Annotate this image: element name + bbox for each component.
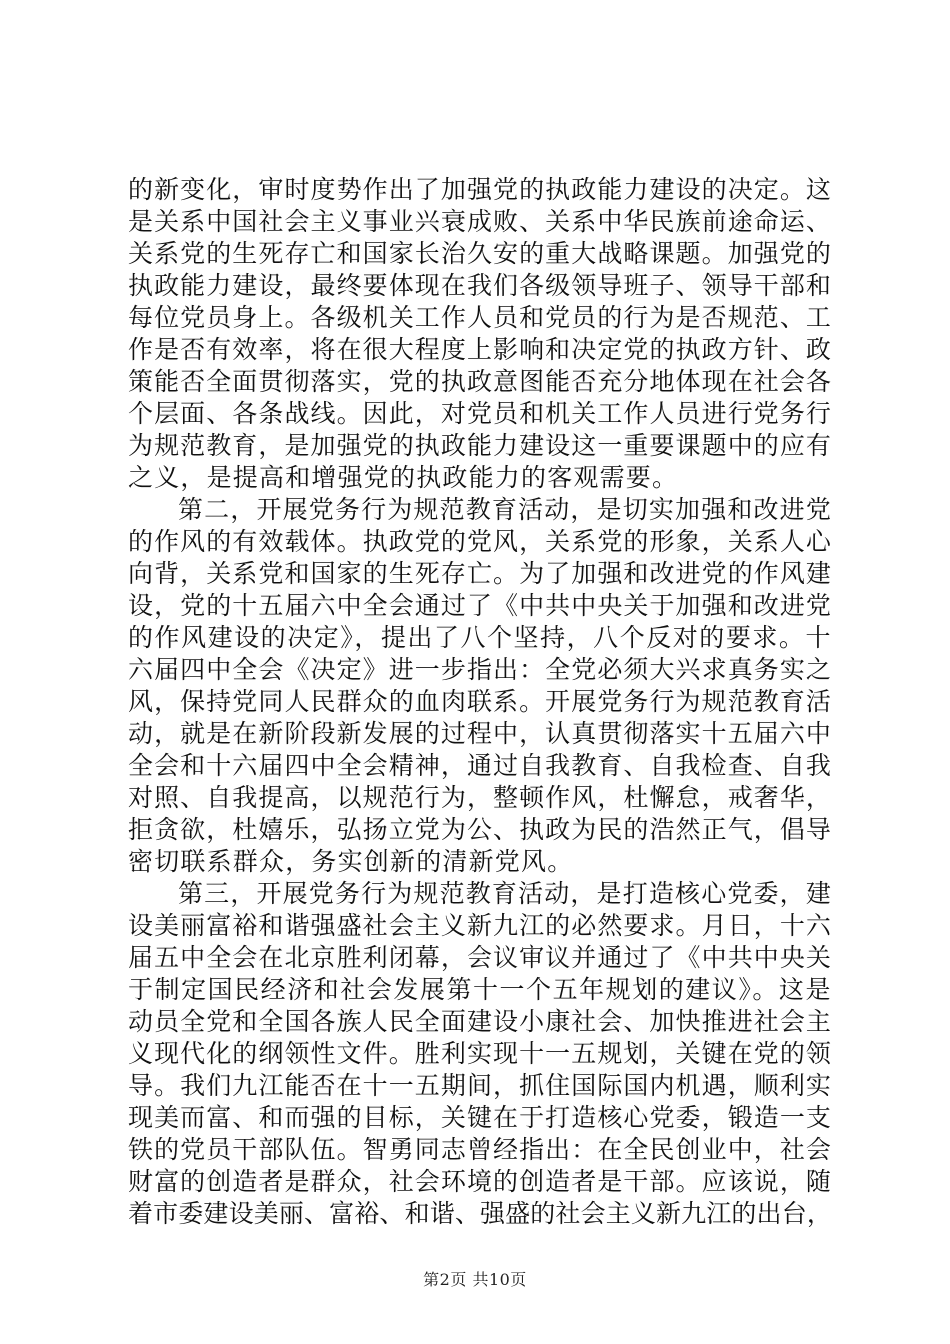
text-line: 设美丽富裕和谐强盛社会主义新九江的必然要求。月日，十六 [128,911,832,940]
text-line: 之义，是提高和增强党的执政能力的客观需要。 [128,463,679,492]
text-line: 执政能力建设，最终要体现在我们各级领导班子、领导干部和 [128,271,832,300]
text-line: 设，党的十五届六中全会通过了《中共中央关于加强和改进党 [128,591,832,620]
text-line: 第三，开展党务行为规范教育活动，是打造核心党委，建 [178,879,832,908]
text-line: 六届四中全会《决定》进一步指出：全党必须大兴求真务实之 [128,655,832,684]
text-line: 对照、自我提高，以规范行为，整顿作风，杜懈怠，戒奢华， [128,783,832,812]
text-line: 财富的创造者是群众，社会环境的创造者是干部。应该说，随 [128,1167,832,1196]
page-footer: 第2页 共10页 [423,1270,527,1289]
text-line: 导。我们九江能否在十一五期间，抓住国际国内机遇，顺利实 [128,1071,832,1100]
text-line: 的作风建设的决定》，提出了八个坚持，八个反对的要求。十 [128,623,832,652]
text-line: 作是否有效率，将在很大程度上影响和决定党的执政方针、政 [128,335,832,364]
text-line: 是关系中国社会主义事业兴衰成败、关系中华民族前途命运、 [128,207,832,236]
text-line: 向背，关系党和国家的生死存亡。为了加强和改进党的作风建 [128,559,832,588]
text-line: 的新变化，审时度势作出了加强党的执政能力建设的决定。这 [128,175,832,204]
text-line: 于制定国民经济和社会发展第十一个五年规划的建议》。这是 [128,975,832,1004]
text-line: 的作风的有效载体。执政党的党风，关系党的形象，关系人心 [128,527,832,556]
text-line: 第二，开展党务行为规范教育活动，是切实加强和改进党 [178,495,832,524]
text-line: 每位党员身上。各级机关工作人员和党员的行为是否规范、工 [128,303,832,332]
text-line: 现美而富、和而强的目标，关键在于打造核心党委，锻造一支 [128,1103,832,1132]
text-line: 个层面、各条战线。因此，对党员和机关工作人员进行党务行 [128,399,832,428]
text-line: 拒贪欲，杜嬉乐，弘扬立党为公、执政为民的浩然正气，倡导 [128,815,832,844]
text-line: 密切联系群众，务实创新的清新党风。 [128,847,574,876]
text-line: 动，就是在新阶段新发展的过程中，认真贯彻落实十五届六中 [128,719,832,748]
text-line: 动员全党和全国各族人民全面建设小康社会、加快推进社会主 [128,1007,832,1036]
text-line: 为规范教育，是加强党的执政能力建设这一重要课题中的应有 [128,431,832,460]
text-line: 着市委建设美丽、富裕、和谐、强盛的社会主义新九江的出台， [128,1199,832,1228]
text-line: 铁的党员干部队伍。智勇同志曾经指出：在全民创业中，社会 [128,1135,832,1164]
text-line: 届五中全会在北京胜利闭幕，会议审议并通过了《中共中央关 [128,943,832,972]
document-body [128,174,832,1230]
text-line: 策能否全面贯彻落实，党的执政意图能否充分地体现在社会各 [128,367,832,396]
text-line: 关系党的生死存亡和国家长治久安的重大战略课题。加强党的 [128,239,832,268]
text-line: 风，保持党同人民群众的血肉联系。开展党务行为规范教育活 [128,687,832,716]
text-line: 全会和十六届四中全会精神，通过自我教育、自我检查、自我 [128,751,832,780]
text-line: 义现代化的纲领性文件。胜利实现十一五规划，关键在党的领 [128,1039,832,1068]
